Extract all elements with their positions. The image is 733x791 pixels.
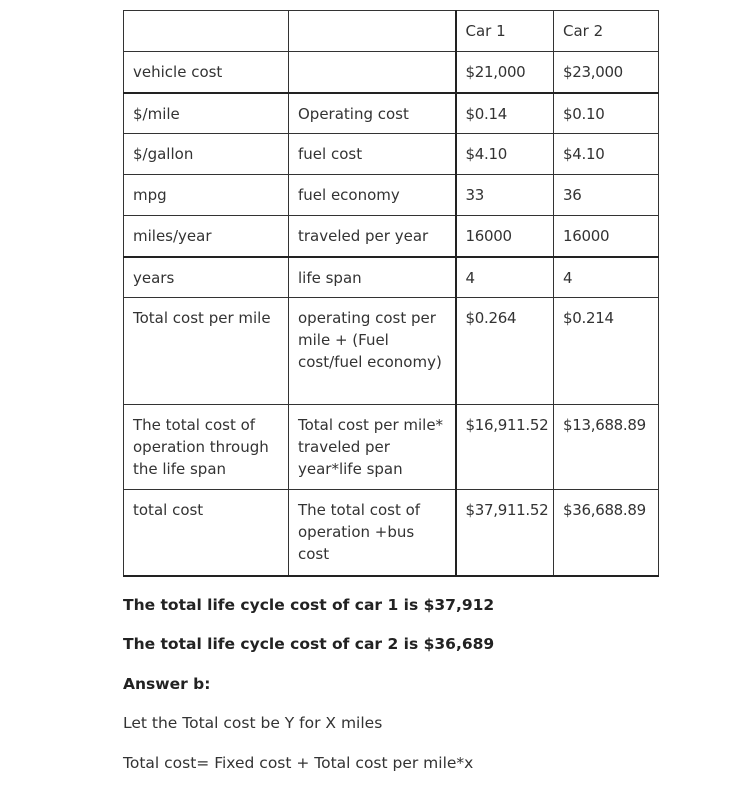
row-description: Operating cost — [289, 93, 456, 134]
row-description: fuel economy — [289, 175, 456, 216]
header-cell-blank-2 — [289, 11, 456, 52]
car-2-value: $13,688.89 — [554, 405, 659, 490]
row-label: Total cost per mile — [124, 298, 289, 405]
answer-b-line-1: Let the Total cost be Y for X miles — [123, 712, 658, 752]
row-description — [289, 52, 456, 93]
header-cell-blank-1 — [124, 11, 289, 52]
row-label: years — [124, 257, 289, 298]
table-row — [124, 298, 659, 405]
row-label: miles/year — [124, 216, 289, 257]
answer-b-heading: Answer b: — [123, 673, 658, 713]
table-row — [124, 490, 659, 576]
header-car-2: Car 2 — [554, 11, 659, 52]
answer-b-line-2: Total cost= Fixed cost + Total cost per mile*x — [123, 752, 658, 791]
row-description: traveled per year — [289, 216, 456, 257]
row-description: Total cost per mile* traveled per year*life span — [289, 405, 456, 490]
car-2-value: $0.214 — [554, 298, 659, 405]
document — [123, 10, 658, 791]
car-2-value: 4 — [554, 257, 659, 298]
table-row — [124, 405, 659, 490]
table-row — [124, 52, 659, 93]
car-1-value: $37,911.52 — [456, 490, 554, 576]
car-1-value: 4 — [456, 257, 554, 298]
cost-comparison-table — [123, 10, 659, 577]
table-row — [124, 175, 659, 216]
car-2-value: $4.10 — [554, 134, 659, 175]
car-1-value: $21,000 — [456, 52, 554, 93]
table-row — [124, 134, 659, 175]
car-2-total-statement: The total life cycle cost of car 2 is $36,689 — [123, 633, 658, 673]
table-row — [124, 216, 659, 257]
row-description: life span — [289, 257, 456, 298]
row-description: The total cost of operation +bus cost — [289, 490, 456, 576]
row-description: operating cost per mile + (Fuel cost/fuel economy) — [289, 298, 456, 405]
car-1-value: $4.10 — [456, 134, 554, 175]
car-2-value: $36,688.89 — [554, 490, 659, 576]
car-1-total-statement: The total life cycle cost of car 1 is $37,912 — [123, 594, 658, 634]
car-2-value: $0.10 — [554, 93, 659, 134]
car-1-value: $0.14 — [456, 93, 554, 134]
row-label: $/mile — [124, 93, 289, 134]
header-car-1: Car 1 — [456, 11, 554, 52]
table-row — [124, 93, 659, 134]
row-label: total cost — [124, 490, 289, 576]
table-header-row — [124, 11, 659, 52]
row-description: fuel cost — [289, 134, 456, 175]
row-label: $/gallon — [124, 134, 289, 175]
car-1-value: $0.264 — [456, 298, 554, 405]
car-2-value: 36 — [554, 175, 659, 216]
summary-section — [123, 594, 658, 791]
table-row — [124, 257, 659, 298]
row-label: The total cost of operation through the life span — [124, 405, 289, 490]
car-2-value: 16000 — [554, 216, 659, 257]
car-1-value: 16000 — [456, 216, 554, 257]
car-1-value: $16,911.52 — [456, 405, 554, 490]
car-2-value: $23,000 — [554, 52, 659, 93]
car-1-value: 33 — [456, 175, 554, 216]
row-label: vehicle cost — [124, 52, 289, 93]
row-label: mpg — [124, 175, 289, 216]
